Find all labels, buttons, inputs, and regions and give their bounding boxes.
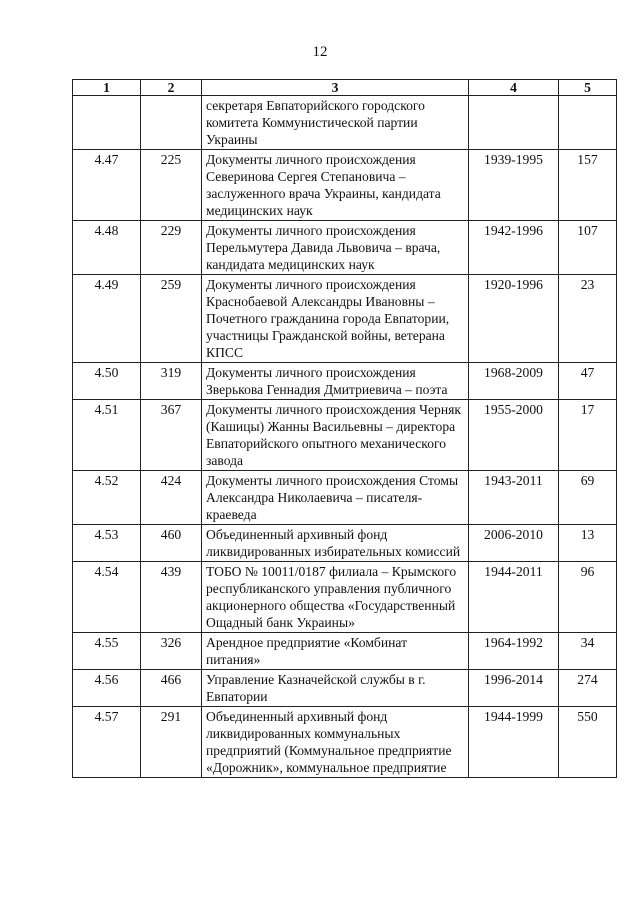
fund-title: Документы личного происхождения Краснобаевой Александры Ивановны – Почетного гражданина города Евпатории, участницы Гражданской войны, ветерана КПСС xyxy=(202,275,469,363)
date-range: 1964-1992 xyxy=(469,633,559,670)
fund-number: 367 xyxy=(141,400,202,471)
date-range: 1920-1996 xyxy=(469,275,559,363)
row-number: 4.48 xyxy=(73,221,141,275)
date-range xyxy=(469,96,559,150)
column-header: 1 xyxy=(73,80,141,96)
column-header: 4 xyxy=(469,80,559,96)
row-number: 4.57 xyxy=(73,707,141,778)
date-range: 1955-2000 xyxy=(469,400,559,471)
row-number: 4.47 xyxy=(73,150,141,221)
date-range: 1944-1999 xyxy=(469,707,559,778)
fund-number xyxy=(141,96,202,150)
date-range: 2006-2010 xyxy=(469,525,559,562)
fund-title: Документы личного происхождения Стомы Александра Николаевича – писателя-краеведа xyxy=(202,471,469,525)
item-count: 34 xyxy=(559,633,617,670)
table-row xyxy=(73,670,617,707)
date-range: 1939-1995 xyxy=(469,150,559,221)
fund-title: Документы личного происхождения Черняк (Кашицы) Жанны Васильевны – директора Евпаторийского опытного механического завода xyxy=(202,400,469,471)
table-header-row xyxy=(73,80,617,96)
table-row xyxy=(73,275,617,363)
table-row xyxy=(73,562,617,633)
row-number: 4.49 xyxy=(73,275,141,363)
fund-title: Управление Казначейской службы в г. Евпатории xyxy=(202,670,469,707)
fund-title: Документы личного происхождения Зверькова Геннадия Дмитриевича – поэта xyxy=(202,363,469,400)
date-range: 1968-2009 xyxy=(469,363,559,400)
column-header: 5 xyxy=(559,80,617,96)
fund-number: 229 xyxy=(141,221,202,275)
item-count: 17 xyxy=(559,400,617,471)
item-count: 96 xyxy=(559,562,617,633)
date-range: 1943-2011 xyxy=(469,471,559,525)
table-row xyxy=(73,400,617,471)
table-row xyxy=(73,363,617,400)
fund-title: ТОБО № 10011/0187 филиала – Крымского республиканского управления публичного акционерного общества «Государственный Ощадный банк Украины» xyxy=(202,562,469,633)
item-count: 23 xyxy=(559,275,617,363)
row-number: 4.50 xyxy=(73,363,141,400)
fund-number: 259 xyxy=(141,275,202,363)
item-count xyxy=(559,96,617,150)
fund-title: Документы личного происхождения Перельмутера Давида Львовича – врача, кандидата медицинских наук xyxy=(202,221,469,275)
fund-number: 424 xyxy=(141,471,202,525)
page-number: 12 xyxy=(312,44,328,60)
fund-number: 466 xyxy=(141,670,202,707)
table-row xyxy=(73,707,617,778)
fund-title: секретаря Евпаторийского городского комитета Коммунистической партии Украины xyxy=(202,96,469,150)
row-number: 4.51 xyxy=(73,400,141,471)
item-count: 107 xyxy=(559,221,617,275)
date-range: 1996-2014 xyxy=(469,670,559,707)
item-count: 274 xyxy=(559,670,617,707)
item-count: 550 xyxy=(559,707,617,778)
row-number: 4.53 xyxy=(73,525,141,562)
table-row xyxy=(73,150,617,221)
date-range: 1942-1996 xyxy=(469,221,559,275)
fund-number: 460 xyxy=(141,525,202,562)
table-row xyxy=(73,525,617,562)
item-count: 47 xyxy=(559,363,617,400)
row-number: 4.54 xyxy=(73,562,141,633)
fund-title: Объединенный архивный фонд ликвидированных коммунальных предприятий (Коммунальное предприятие «Дорожник», коммунальное предприятие xyxy=(202,707,469,778)
item-count: 157 xyxy=(559,150,617,221)
table-row xyxy=(73,221,617,275)
row-number: 4.56 xyxy=(73,670,141,707)
fund-number: 291 xyxy=(141,707,202,778)
fund-number: 326 xyxy=(141,633,202,670)
table-row xyxy=(73,96,617,150)
date-range: 1944-2011 xyxy=(469,562,559,633)
column-header: 3 xyxy=(202,80,469,96)
column-header: 2 xyxy=(141,80,202,96)
fund-title: Арендное предприятие «Комбинат питания» xyxy=(202,633,469,670)
fund-number: 319 xyxy=(141,363,202,400)
fund-registry-table xyxy=(72,79,617,778)
fund-number: 225 xyxy=(141,150,202,221)
fund-title: Документы личного происхождения Северинова Сергея Степановича – заслуженного врача Украины, кандидата медицинских наук xyxy=(202,150,469,221)
table-row xyxy=(73,633,617,670)
fund-title: Объединенный архивный фонд ликвидированных избирательных комиссий xyxy=(202,525,469,562)
row-number: 4.52 xyxy=(73,471,141,525)
row-number: 4.55 xyxy=(73,633,141,670)
item-count: 69 xyxy=(559,471,617,525)
fund-number: 439 xyxy=(141,562,202,633)
item-count: 13 xyxy=(559,525,617,562)
table-row xyxy=(73,471,617,525)
row-number xyxy=(73,96,141,150)
